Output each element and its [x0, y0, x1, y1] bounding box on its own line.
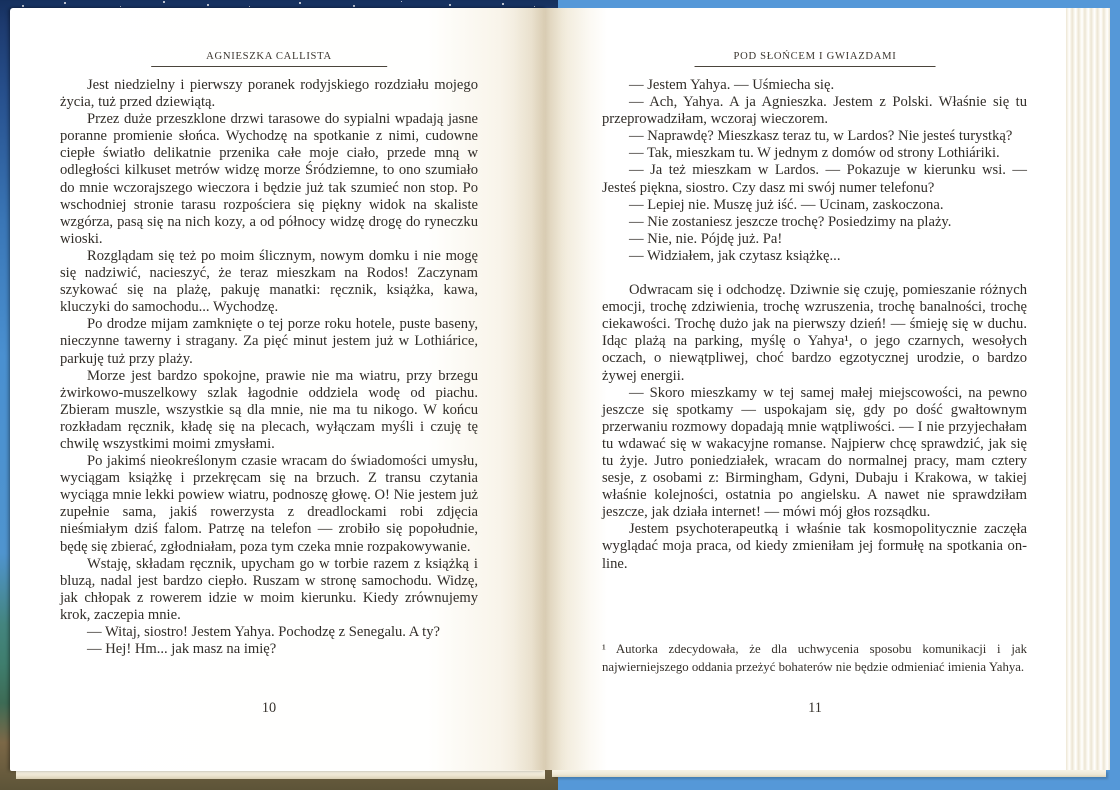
- paragraph: — Lepiej nie. Muszę już iść. — Ucinam, zaskoczona.: [629, 196, 944, 213]
- paragraph: Jestem psychoterapeutką i właśnie tak kosmopolitycznie zaczęła wyglądać moja praca, od kiedy zmieniłam jej formułę na spotkania on-line.: [602, 521, 1027, 572]
- paragraph: Morze jest bardzo spokojne, prawie nie ma wiatru, przy brzegu żwirkowo-muszelkowy szlak łagodnie oddziela wodę od piachu. Zbieram muszle, wszystkie są dla mnie, nie ma tu nikogo. W końcu rozkładam ręcznik, kładę się na plecach, wyłączam myśli i czuję tę chwilę wszystkimi moimi zmysłami.: [60, 367, 478, 452]
- page-stack-right-edge: [1066, 8, 1110, 770]
- paragraph: — Jestem Yahya. — Uśmiecha się.: [629, 77, 835, 93]
- paragraph: — Naprawdę? Mieszkasz teraz tu, w Lardos? Nie jesteś turystką?: [629, 128, 1013, 145]
- paragraph: Wstaję, składam ręcznik, upycham go w torbie razem z książką i bluzą, nadal jest bardzo ciepło. Ruszam w stronę samochodu. Widzę, jak chłopak z rowerem idzie w moim kierunku. Kiedy zrównujemy krok, zaczepia mnie.: [60, 555, 478, 623]
- footnote: ¹ Autorka zdecydowała, że dla uchwycenia sposobu komunikacji i jak najwierniejszego oddania przeżyć bohaterów nie będzie odmieniać imienia Yahya.: [602, 642, 1027, 674]
- paragraph: — Ach, Yahya. A ja Agnieszka. Jestem z Polski. Właśnie się tu przeprowadziłam, wczoraj wieczorem.: [602, 94, 1027, 128]
- paragraph: — Skoro mieszkamy w tej samej małej miejscowości, na pewno jeszcze się spotkamy — uspokajam się, gdy po dość gwałtownym przerwaniu rozmowy dopadają mnie wątpliwości. — I nie przyjechałam tu wdawać się w wakacyjne romanse. Najpierw chcę sprawdzić, jak się tu żyje. Jutro poniedziałek, wracam do normalnej pracy, mam cztery sesje, z osobami z: Birmingham, Gdyni, Dubaju i Krakowa, w takiej właśnie kolejności, ostatnia po angielsku. A nawet nie sprawdziłam jeszcze, jak działa internet! — mówi mój głos rozsądku.: [602, 384, 1027, 521]
- paragraph: — Tak, mieszkam tu. W jednym z domów od strony Lothiáriki.: [629, 145, 1000, 162]
- paragraph: Po jakimś nieokreślonym czasie wracam do świadomości umysłu, wyciągam książkę i przekręcam się na brzuch. Z transu czytania wyciąga mnie lekki powiew wiatru, podnoszę głowę. O! Nie jestem już zupełnie sama, jakiś rowerzysta z dreadlockami robi zdjęcia nieśmiałym dziś falom. Patrzę na telefon — zrobiło się popołudnie, będę się zbierać, zgłodniałam, poza tym czeka mnie rozpakowywanie.: [60, 453, 478, 555]
- paragraph: — Nie, nie. Pójdę już. Pa!: [629, 230, 783, 247]
- running-header-author: AGNIESZKA CALLISTA: [151, 51, 387, 67]
- page-stack-bottom-left: [16, 771, 545, 779]
- paragraph: — Widziałem, jak czytasz książkę...: [629, 247, 841, 264]
- running-header-title: POD SŁOŃCEM I GWIAZDAMI: [695, 51, 936, 67]
- paragraph: — Hej! Hm... jak masz na imię?: [87, 641, 277, 658]
- paragraph: Rozglądam się też po moim ślicznym, nowym domku i nie mogę się nadziwić, nacieszyć, że teraz mieszkam na Rodos! Zaczynam szykować się na plażę, pakuję manatki: ręcznik, książka, kawa, kluczyki do samochodu... Wychodzę.: [60, 247, 478, 316]
- paragraph: Po drodze mijam zamknięte o tej porze roku hotele, puste baseny, nieczynne tawerny i stragany. Za pięć minut jestem już w Lothiárice, parkuję tuż przy plaży.: [60, 316, 478, 367]
- page-stack-bottom-right: [552, 770, 1106, 777]
- left-page-body: [60, 77, 478, 658]
- page-number-left: 10: [261, 700, 277, 716]
- paragraph: Odwracam się i odchodzę. Dziwnie się czuję, pomieszanie różnych emocji, trochę zdziwienia, trochę wzruszenia, trochę banalności, trochę ciekawości. Trochę dużo jak na pierwszy dzień! — śmieję się w duchu. Idąc plażą na parking, myślę o Yahya¹, o jego czarnych, wesołych oczach, o niewątpliwej, choć bardzo egzotycznej urodzie, o bardzo żywej energii.: [602, 282, 1027, 384]
- paragraph: — Nie zostaniesz jeszcze trochę? Posiedzimy na plaży.: [629, 213, 952, 230]
- right-page-body: [602, 77, 1027, 573]
- page-number-right: 11: [808, 700, 822, 716]
- paragraph: Przez duże przeszklone drzwi tarasowe do sypialni wpadają jasne poranne promienie słońca. Wychodzę na spotkanie z nimi, cudowne ciepłe światło delikatnie przenika całe moje ciało, przede mną w odległości kilkuset metrów widzę morze Śródziemne, to ono szumiało do mnie wczorajszego wieczora i będzie już tak szumieć non stop. Po wschodniej stronie tarasu rozpościera się piękny widok na skaliste wzgórza, pasą się na nich kozy, a od północy widzę drogę do ryneczku wioski.: [60, 111, 478, 247]
- paragraph: — Ja też mieszkam w Lardos. — Pokazuje w kierunku wsi. — Jesteś piękna, siostro. Czy dasz mi swój numer telefonu?: [602, 162, 1027, 196]
- paragraph: — Witaj, siostro! Jestem Yahya. Pochodzę z Senegalu. A ty?: [87, 624, 440, 640]
- paragraph: Jest niedzielny i pierwszy poranek rodyjskiego rozdziału mojego życia, tuż przed dziewiątą.: [60, 77, 478, 111]
